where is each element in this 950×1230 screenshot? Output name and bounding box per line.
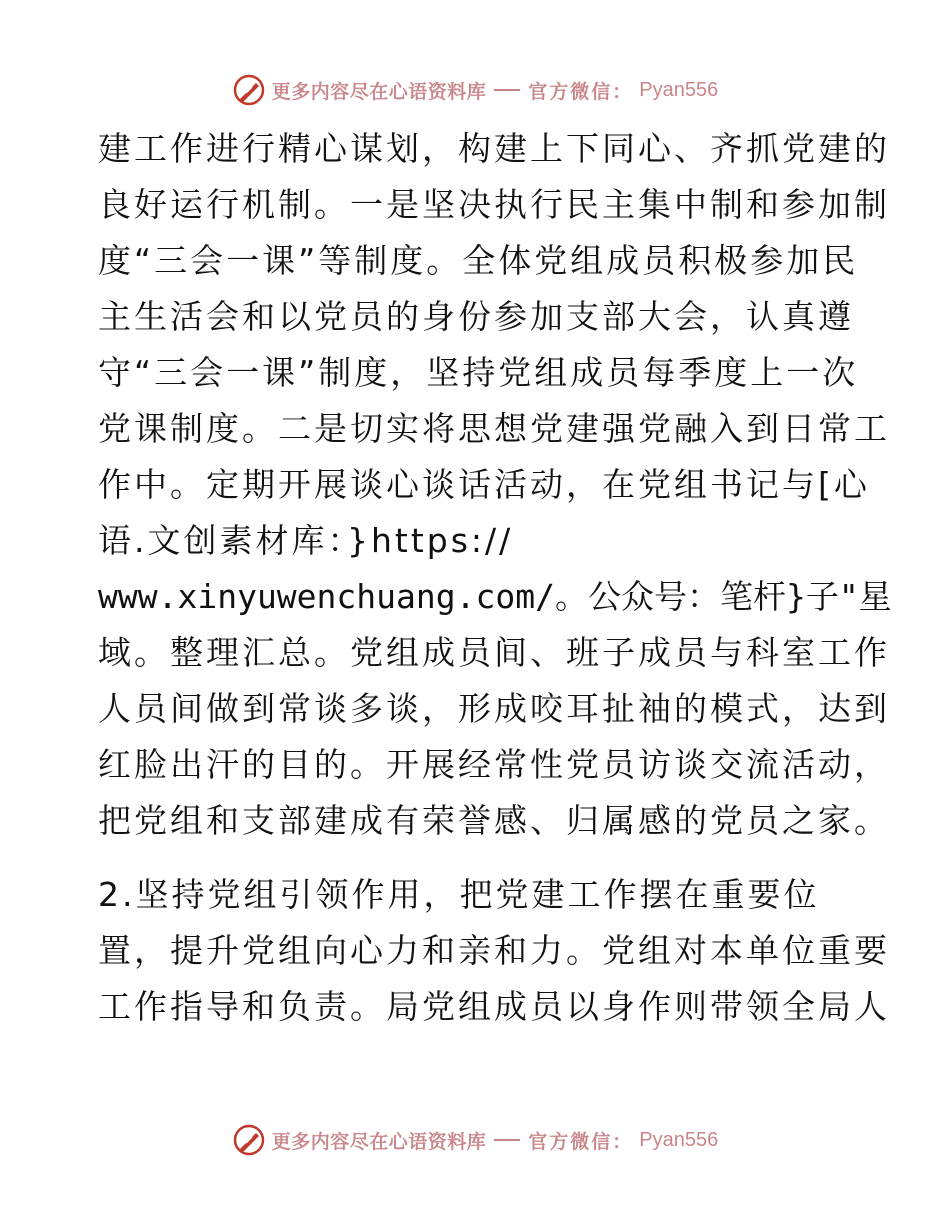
text-line: 守“三会一课”制度，坚持党组成员每季度上一次 [98, 353, 859, 392]
paragraph-1 [98, 121, 892, 849]
quill-logo-icon [232, 1123, 266, 1157]
text-line: 语.文创素材库：}https:// [98, 521, 514, 560]
text-line: 党课制度。二是切实将思想党建强党融入到日常工 [98, 409, 890, 448]
header-dash [494, 89, 520, 91]
header-text: 更多内容尽在心语资料库 [271, 80, 487, 103]
text-line: 作中。定期开展谈心谈话活动，在党组书记与[心 [98, 465, 870, 504]
text-line: 良好运行机制。一是坚决执行民主集中制和参加制 [98, 185, 890, 224]
header-watermark [0, 70, 950, 110]
text-line: 人员间做到常谈多谈，形成咬耳扯袖的模式，达到 [98, 689, 890, 728]
quill-logo-icon [232, 73, 266, 107]
paragraph-2 [98, 867, 890, 1035]
document-body [98, 121, 892, 1035]
text-line: 红脸出汗的目的。开展经常性党员访谈交流活动， [98, 745, 890, 784]
text-line: 把党组和支部建成有荣誉感、归属感的党员之家。 [98, 801, 890, 840]
text-line: 域。整理汇总。党组成员间、班子成员与科室工作 [98, 633, 890, 672]
text-line: 度“三会一课”等制度。全体党组成员积极参加民 [98, 241, 859, 280]
text-line: 2.坚持党组引领作用，把党建工作摆在重要位 [98, 875, 820, 914]
header-wechat-id: Pyan556 [639, 78, 719, 101]
text-line: 建工作进行精心谋划，构建上下同心、齐抓党建的 [98, 129, 890, 168]
footer-text: 更多内容尽在心语资料库 [271, 1130, 487, 1153]
text-line: 置，提升党组向心力和亲和力。党组对本单位重要 [98, 931, 890, 970]
footer-wechat-id: Pyan556 [639, 1128, 719, 1151]
paragraph-gap [98, 849, 858, 867]
text-line-url: www.xinyuwenchuang.com/。公众号：笔杆}子"星 [98, 577, 892, 616]
footer-watermark [0, 1120, 950, 1160]
text-line: 工作指导和负责。局党组成员以身作则带领全局人 [98, 987, 890, 1026]
footer-text2: 官方微信： [528, 1130, 634, 1153]
text-line: 主生活会和以党员的身份参加支部大会，认真遵 [98, 297, 854, 336]
footer-dash [494, 1139, 520, 1141]
header-text2: 官方微信： [528, 80, 634, 103]
